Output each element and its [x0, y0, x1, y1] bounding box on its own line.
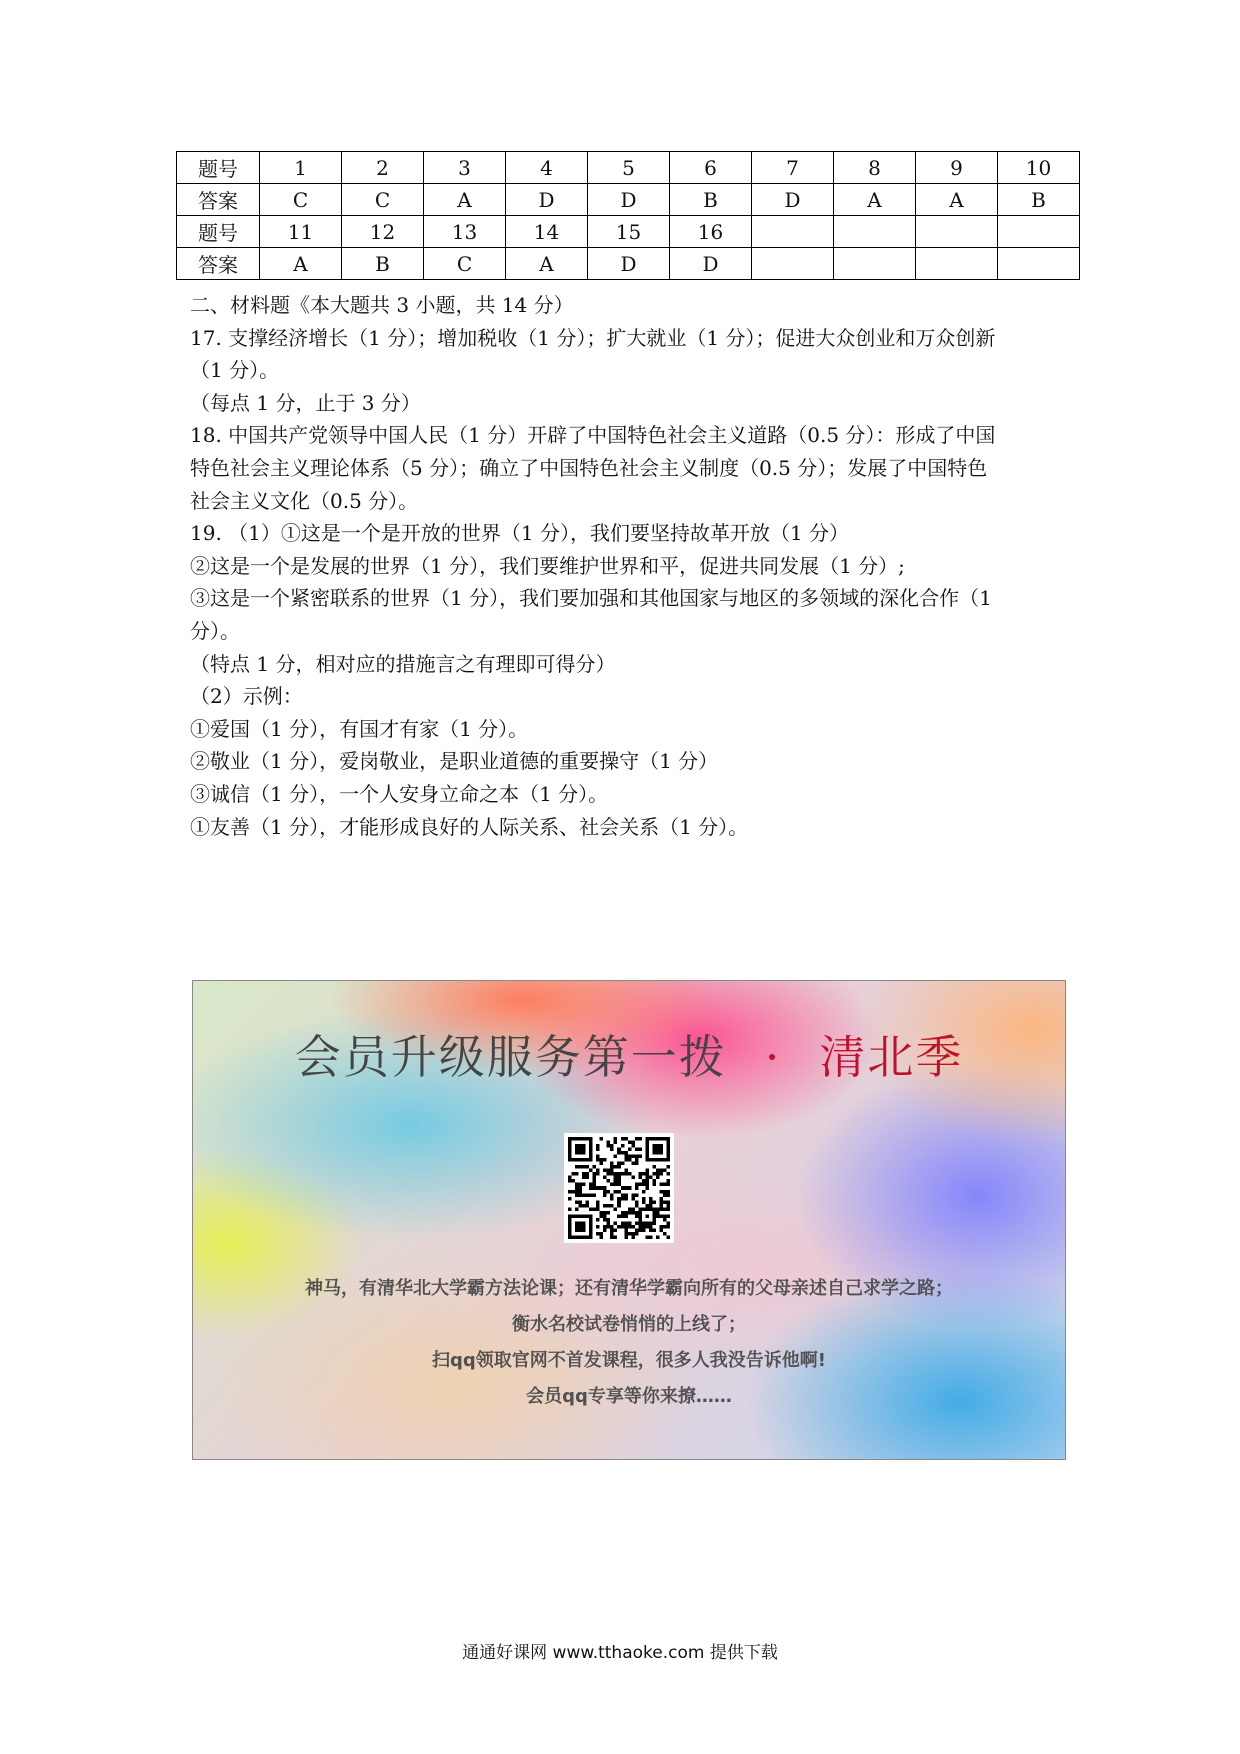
- table-cell: D: [588, 248, 670, 280]
- table-cell: [834, 216, 916, 248]
- answer-table: [176, 151, 1080, 280]
- table-cell: B: [342, 248, 424, 280]
- ad-line: 会员qq专享等你来撩……: [526, 1386, 732, 1407]
- table-cell: 9: [916, 152, 998, 184]
- table-cell: C: [342, 184, 424, 216]
- table-cell: A: [506, 248, 588, 280]
- table-cell: 7: [752, 152, 834, 184]
- table-cell: A: [260, 248, 342, 280]
- table-cell: D: [752, 184, 834, 216]
- answer-line: （1 分）。: [190, 358, 280, 383]
- ad-lines: [193, 1271, 1065, 1415]
- table-cell: [752, 216, 834, 248]
- table-cell: [998, 216, 1080, 248]
- answer-line: ③这是一个紧密联系的世界（1 分），我们要加强和其他国家与地区的多领域的深化合作（1: [190, 586, 992, 611]
- table-row-header: 答案: [177, 184, 260, 216]
- table-cell: [834, 248, 916, 280]
- table-cell: 14: [506, 216, 588, 248]
- table-cell: A: [916, 184, 998, 216]
- table-row: [177, 184, 1080, 216]
- ad-line: 衡水名校试卷悄悄的上线了；: [512, 1314, 746, 1335]
- footer-text: 通通好课网 www.tthaoke.com 提供下载: [462, 1643, 778, 1663]
- answer-line: ①友善（1 分），才能形成良好的人际关系、社会关系（1 分）。: [190, 814, 749, 839]
- table-row-header: 题号: [177, 216, 260, 248]
- answer-line: 19. （1）①这是一个是开放的世界（1 分），我们要坚持故革开放（1 分）: [190, 521, 850, 546]
- table-cell: 11: [260, 216, 342, 248]
- answer-line: 分）。: [190, 618, 240, 643]
- answer-line: 社会主义文化（0.5 分）。: [190, 488, 419, 513]
- answer-block: [190, 289, 1070, 843]
- table-cell: 16: [670, 216, 752, 248]
- answer-line: 特色社会主义理论体系（5 分）；确立了中国特色社会主义制度（0.5 分）；发展了中国特色: [190, 455, 988, 480]
- table-cell: 2: [342, 152, 424, 184]
- table-cell: 10: [998, 152, 1080, 184]
- answer-line: 17. 支撑经济增长（1 分）；增加税收（1 分）；扩大就业（1 分）；促进大众创业和万众创新: [190, 325, 996, 350]
- table-cell: [998, 248, 1080, 280]
- ad-title-dot: ·: [764, 1030, 782, 1084]
- table-cell: 12: [342, 216, 424, 248]
- table-cell: [752, 248, 834, 280]
- answer-line: ②敬业（1 分），爱岗敬业，是职业道德的重要操守（1 分）: [190, 749, 719, 774]
- table-cell: C: [260, 184, 342, 216]
- table-row: [177, 248, 1080, 280]
- table-cell: 13: [424, 216, 506, 248]
- table-cell: D: [506, 184, 588, 216]
- answer-line: （2）示例：: [190, 684, 303, 709]
- answer-line: （特点 1 分，相对应的措施言之有理即可得分）: [190, 651, 616, 676]
- ad-banner[interactable]: [192, 980, 1066, 1460]
- table-cell: [916, 248, 998, 280]
- table-cell: 8: [834, 152, 916, 184]
- table-cell: A: [424, 184, 506, 216]
- ad-title-left: 会员升级服务第一拨: [294, 1030, 727, 1084]
- answer-line: ③诚信（1 分），一个人安身立命之本（1 分）。: [190, 781, 609, 806]
- ad-title-right: 清北季: [819, 1030, 964, 1084]
- table-cell: [916, 216, 998, 248]
- table-cell: 5: [588, 152, 670, 184]
- answer-line: ②这是一个是发展的世界（1 分），我们要维护世界和平，促进共同发展（1 分）;: [190, 553, 905, 578]
- table-cell: A: [834, 184, 916, 216]
- table-cell: 6: [670, 152, 752, 184]
- table-cell: 3: [424, 152, 506, 184]
- table-row: [177, 216, 1080, 248]
- table-row: [177, 152, 1080, 184]
- answer-line: ①爱国（1 分），有国才有家（1 分）。: [190, 716, 529, 741]
- table-cell: B: [670, 184, 752, 216]
- ad-line: 神马，有清华北大学霸方法论课；还有清华学霸向所有的父母亲述自己求学之路；: [305, 1278, 953, 1299]
- table-cell: D: [670, 248, 752, 280]
- table-cell: B: [998, 184, 1080, 216]
- table-cell: 4: [506, 152, 588, 184]
- ad-title: [193, 1021, 1065, 1087]
- table-row-header: 答案: [177, 248, 260, 280]
- table-cell: 15: [588, 216, 670, 248]
- section-heading: 二、材料题《本大题共 3 小题，共 14 分）: [190, 293, 574, 317]
- ad-line: 扫qq领取官网不首发课程，很多人我没告诉他啊!: [432, 1350, 826, 1371]
- qr-code-icon[interactable]: [564, 1133, 674, 1243]
- table-cell: D: [588, 184, 670, 216]
- answer-line: （每点 1 分，止于 3 分）: [190, 390, 421, 415]
- answer-line: 18. 中国共产党领导中国人民（1 分）开辟了中国特色社会主义道路（0.5 分）：形成了中国: [190, 423, 996, 448]
- table-row-header: 题号: [177, 152, 260, 184]
- table-cell: 1: [260, 152, 342, 184]
- table-cell: C: [424, 248, 506, 280]
- answer-lines: [190, 322, 1070, 844]
